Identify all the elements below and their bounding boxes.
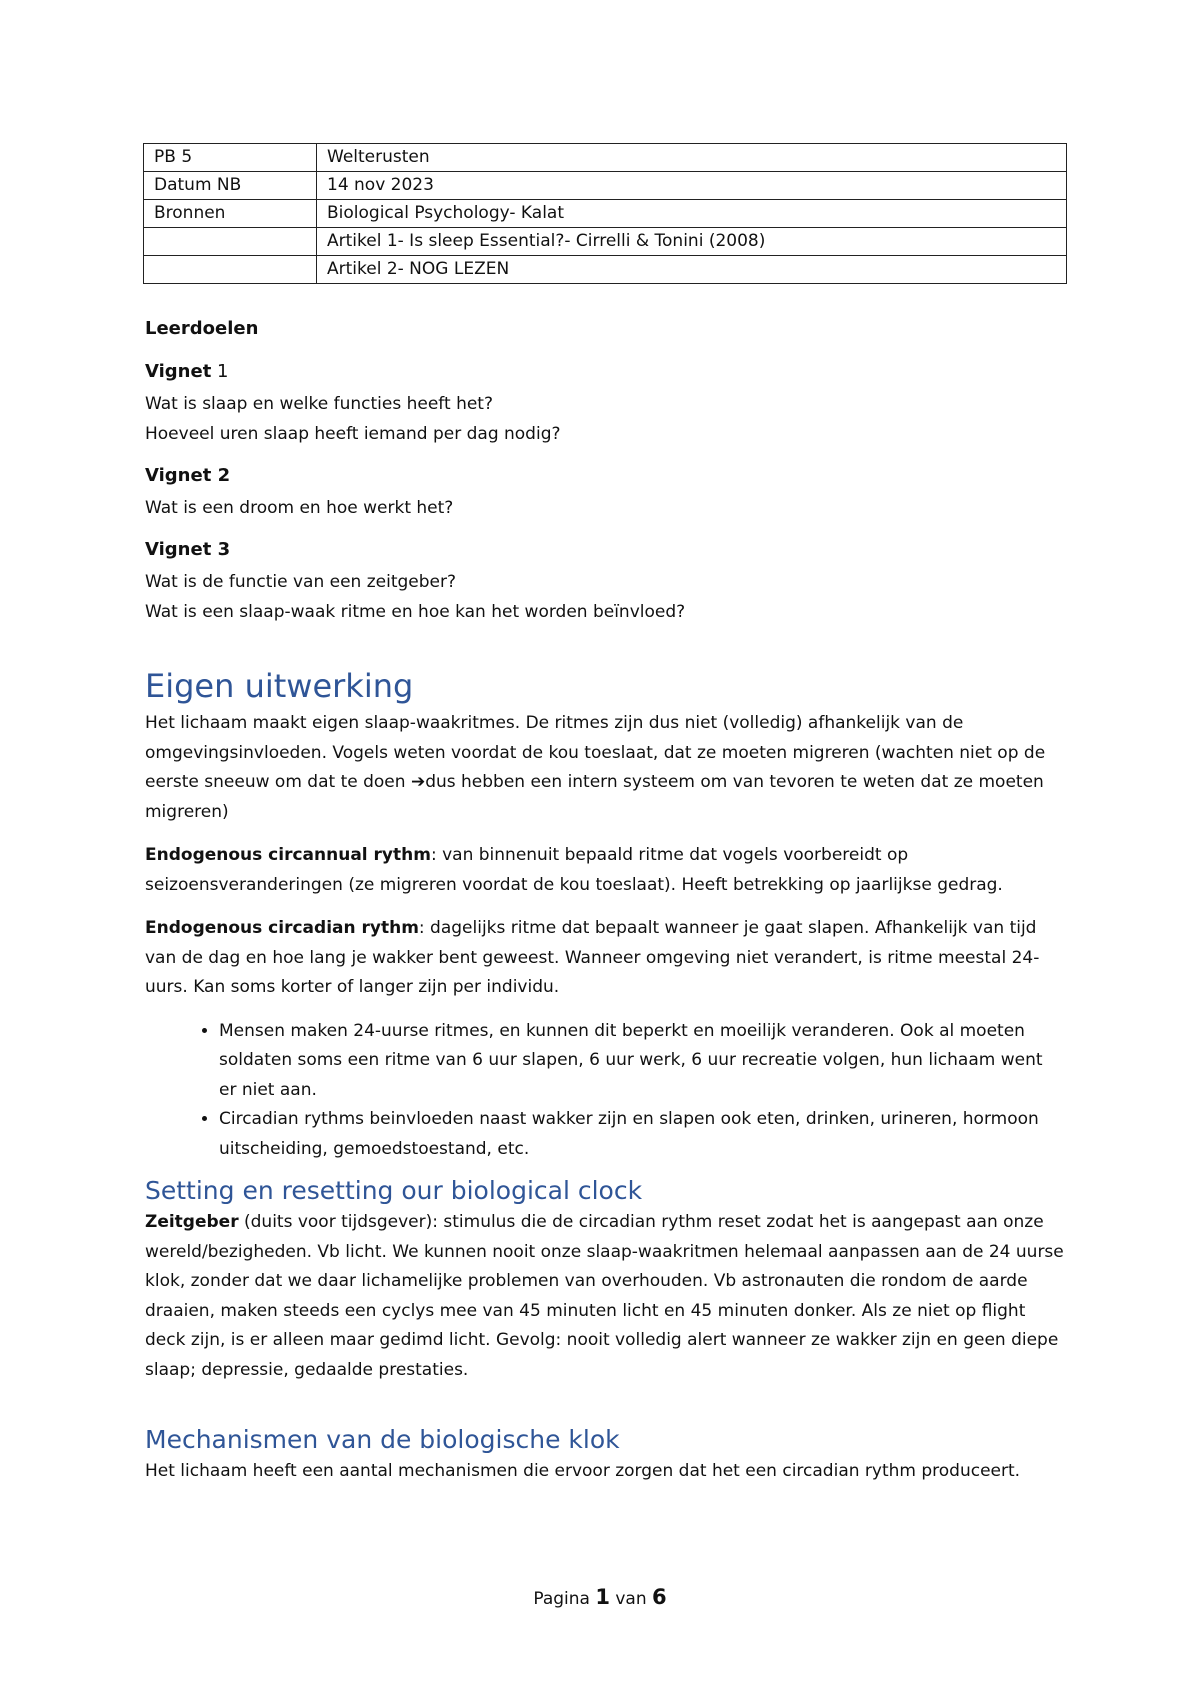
table-cell [144, 228, 317, 256]
vignet-1-title-word: Vignet [145, 361, 212, 382]
table-row [144, 144, 1067, 172]
table-row [144, 228, 1067, 256]
footer-of-label: van [609, 1589, 653, 1609]
vignet-1 [145, 359, 1065, 449]
vignet-2-question-1: Wat is een droom en hoe werkt het? [145, 498, 454, 518]
table-cell: 14 nov 2023 [317, 172, 1067, 200]
table-row [144, 256, 1067, 284]
table-cell: Datum NB [144, 172, 317, 200]
zeitgeber-paragraph [145, 1208, 1065, 1385]
eigen-paragraph-1 [145, 709, 1065, 827]
table-cell: Welterusten [317, 144, 1067, 172]
circadian-term: Endogenous circadian rythm [145, 918, 419, 938]
circadian-paragraph [145, 914, 1065, 1003]
circadian-text: : dagelijks ritme dat bepaalt wanneer je gaat slapen. Afhankelijk van tijd van de dag en hoe lang je wakker bent geweest. Wanneer omgeving niet verandert, is ritme meestal 24-uurs. Kan soms korter of langer zijn per individu. [145, 918, 1040, 997]
footer-page-number: 1 [595, 1585, 610, 1609]
zeitgeber-term: Zeitgeber [145, 1212, 239, 1232]
list-item: • Circadian rythms beinvloeden naast wakker zijn en slapen ook eten, drinken, urineren, hormoon uitscheiding, gemoedstoestand, etc. [219, 1105, 1065, 1164]
setting-heading: Setting en resetting our biological clock [145, 1176, 643, 1205]
footer-page-total: 6 [652, 1585, 667, 1609]
mechanismen-paragraph: Het lichaam heeft een aantal mechanismen die ervoor zorgen dat het een circadian rythm produceert. [145, 1461, 1021, 1481]
table-cell: Artikel 2- NOG LEZEN [317, 256, 1067, 284]
arrow-right-icon: ➔ [410, 772, 426, 792]
vignet-3-question-1: Wat is de functie van een zeitgeber? [145, 572, 457, 592]
table-cell: Biological Psychology- Kalat [317, 200, 1067, 228]
vignet-2-title: Vignet 2 [145, 465, 231, 486]
circannual-term: Endogenous circannual rythm [145, 845, 431, 865]
footer-label: Pagina [533, 1589, 596, 1609]
table-row [144, 200, 1067, 228]
vignet-3-title: Vignet 3 [145, 539, 231, 560]
circannual-paragraph [145, 841, 1065, 900]
content [145, 318, 1065, 1501]
eigen-paragraph-1-b: dus hebben een intern systeem om van tevoren te weten dat ze moeten migreren) [145, 772, 1044, 822]
table-row [144, 172, 1067, 200]
mechanismen-heading: Mechanismen van de biologische klok [145, 1425, 620, 1454]
eigen-paragraph-1-a: Het lichaam maakt eigen slaap-waakritmes. De ritmes zijn dus niet (volledig) afhankelijk van de omgevingsinvloeden. Vogels weten voordat de kou toeslaat, dat ze moeten migreren (wachten niet op de eerste sneeuw om dat te doen [145, 713, 1046, 792]
vignet-1-title-number: 1 [211, 361, 229, 382]
vignet-1-question-2: Hoeveel uren slaap heeft iemand per dag nodig? [145, 424, 561, 444]
vignet-3-question-2: Wat is een slaap-waak ritme en hoe kan het worden beïnvloed? [145, 602, 686, 622]
vignet-3 [145, 537, 1065, 627]
bullet-list [145, 1017, 1065, 1165]
vignet-2 [145, 463, 1065, 523]
eigen-uitwerking-heading: Eigen uitwerking [145, 667, 414, 705]
circannual-text: : van binnenuit bepaald ritme dat vogels voorbereidt op seizoensveranderingen (ze migreren voordat de kou toeslaat). Heeft betrekking op jaarlijkse gedrag. [145, 845, 1003, 895]
table-cell: Artikel 1- Is sleep Essential?- Cirrelli & Tonini (2008) [317, 228, 1067, 256]
list-item: • Mensen maken 24-uurse ritmes, en kunnen dit beperkt en moeilijk veranderen. Ook al moeten soldaten soms een ritme van 6 uur slapen, 6 uur werk, 6 uur recreatie volgen, hun lichaam went er niet aan. [219, 1017, 1065, 1106]
vignet-1-title [145, 359, 1065, 385]
leerdoelen-heading: Leerdoelen [145, 318, 259, 339]
table-cell [144, 256, 317, 284]
table-cell: Bronnen [144, 200, 317, 228]
vignet-1-question-1: Wat is slaap en welke functies heeft het? [145, 394, 493, 414]
info-table [143, 143, 1067, 284]
table-cell: PB 5 [144, 144, 317, 172]
zeitgeber-text: (duits voor tijdsgever): stimulus die de circadian rythm reset zodat het is aangepast aan onze wereld/bezigheden. Vb licht. We kunnen nooit onze slaap-waakritmen helemaal aanpassen aan de 24 uurse klok, zonder dat we daar lichamelijke problemen van overhouden. Vb astronauten die rondom de aarde draaien, maken steeds een cyclys mee van 45 minuten licht en 45 minuten donker. Als ze niet op flight deck zijn, is er alleen maar gedimd licht. Gevolg: nooit volledig alert wanneer ze wakker zijn en geen diepe slaap; depressie, gedaalde prestaties. [145, 1212, 1064, 1380]
page-footer [0, 1585, 1200, 1609]
